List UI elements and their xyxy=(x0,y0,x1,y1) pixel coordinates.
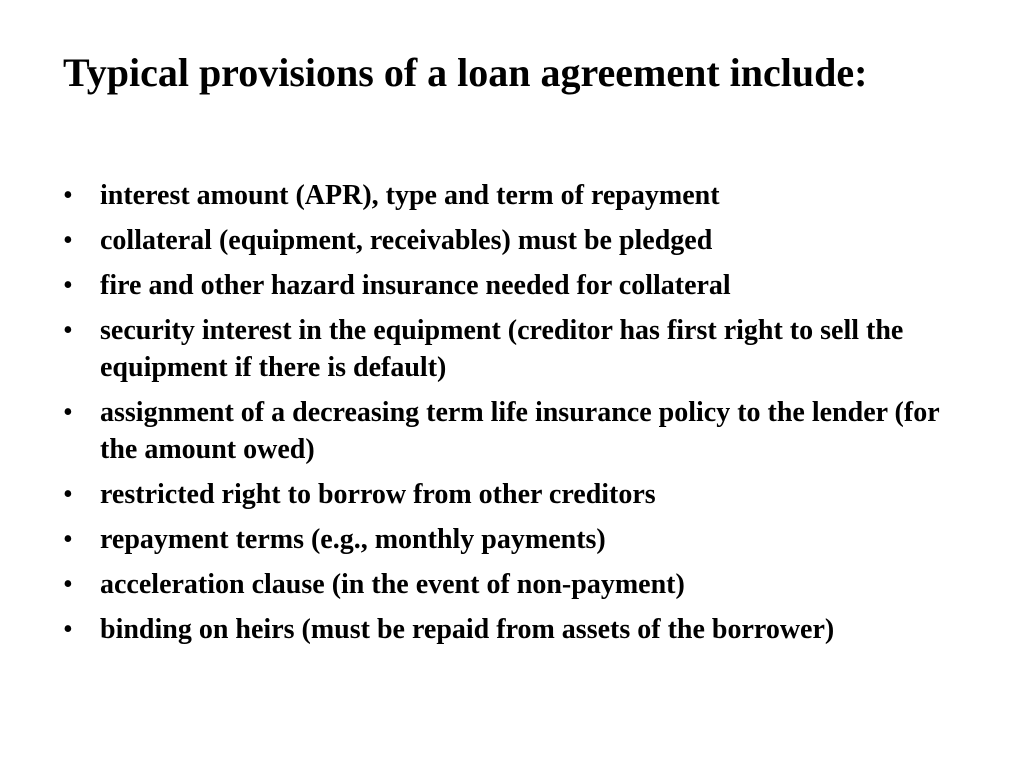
slide-title: Typical provisions of a loan agreement include: xyxy=(63,50,868,95)
bullet-icon: • xyxy=(63,225,73,256)
bullet-item xyxy=(63,177,973,214)
bullet-item xyxy=(63,312,973,386)
bullet-item xyxy=(63,267,973,304)
bullet-text: fire and other hazard insurance needed for collateral xyxy=(100,270,731,301)
bullet-item xyxy=(63,566,973,603)
bullet-icon: • xyxy=(63,614,73,645)
bullet-icon: • xyxy=(63,180,73,211)
bullet-text: restricted right to borrow from other creditors xyxy=(100,479,656,510)
bullet-icon: • xyxy=(63,524,73,555)
bullet-text: binding on heirs (must be repaid from assets of the borrower) xyxy=(100,614,835,645)
bullet-item xyxy=(63,222,973,259)
bullet-text: security interest in the equipment (creditor has first right to sell the equipment if there is default) xyxy=(100,315,904,383)
bullet-icon: • xyxy=(63,397,73,428)
bullet-text: collateral (equipment, receivables) must be pledged xyxy=(100,225,713,256)
bullet-icon: • xyxy=(63,569,73,600)
bullet-item xyxy=(63,394,973,468)
bullet-text: repayment terms (e.g., monthly payments) xyxy=(100,524,606,555)
bullet-icon: • xyxy=(63,315,73,346)
bullet-text: interest amount (APR), type and term of repayment xyxy=(100,180,720,211)
bullet-text: assignment of a decreasing term life insurance policy to the lender (for the amount owed) xyxy=(100,397,940,465)
bullet-item xyxy=(63,476,973,513)
bullet-item xyxy=(63,521,973,558)
bullet-text: acceleration clause (in the event of non-payment) xyxy=(100,569,685,600)
bullet-item xyxy=(63,611,973,648)
bullet-icon: • xyxy=(63,479,73,510)
bullet-list xyxy=(63,177,973,656)
bullet-icon: • xyxy=(63,270,73,301)
